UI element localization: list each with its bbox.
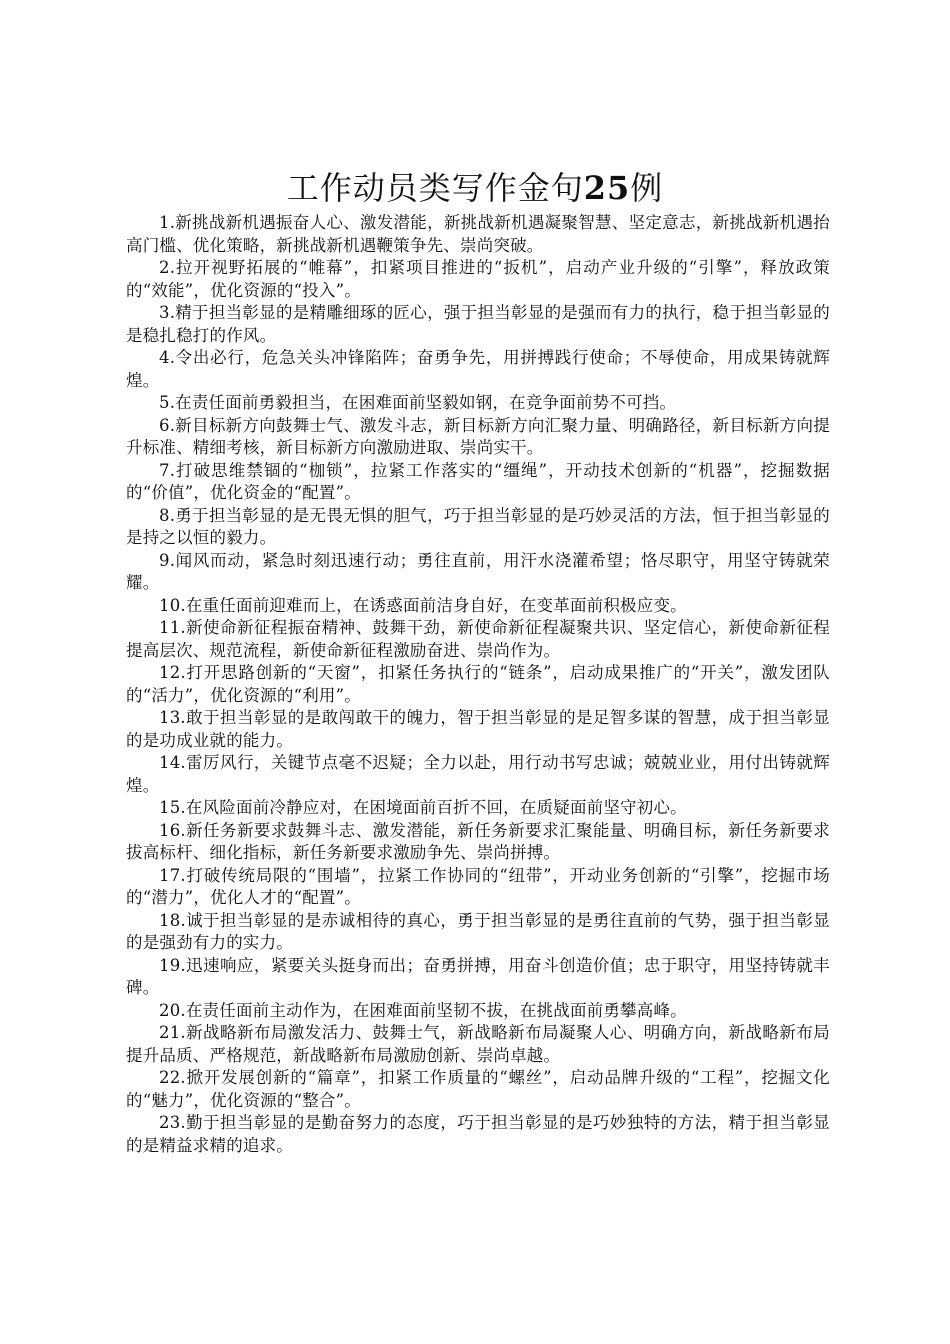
paragraph-5: 5.在责任面前勇毅担当，在困难面前坚毅如钢，在竞争面前势不可挡。 — [159, 393, 677, 412]
paragraph-23: 23.勤于担当彰显的是勤奋努力的态度，巧于担当彰显的是巧妙独特的方法，精于担当彰显的是精益求精的追求。 — [126, 1113, 830, 1155]
paragraph-15: 15.在风险面前冷静应对，在困境面前百折不回，在质疑面前坚守初心。 — [159, 798, 687, 817]
title-suffix: 例 — [630, 169, 664, 207]
title-number: 25 — [583, 169, 631, 207]
paragraph-8: 8.勇于担当彰显的是无畏无惧的胆气，巧于担当彰显的是巧妙灵活的方法，恒于担当彰显的是持之以恒的毅力。 — [126, 505, 830, 547]
paragraph-3: 3.精于担当彰显的是精雕细琢的匠心，强于担当彰显的是强而有力的执行，稳于担当彰显的是稳扎稳打的作风。 — [126, 303, 830, 345]
paragraph-22: 22.掀开发展创新的“篇章”，扣紧工作质量的“螺丝”，启动品牌升级的“工程”，挖掘文化的“魅力”，优化资源的“整合”。 — [126, 1068, 830, 1110]
paragraph-13: 13.敢于担当彰显的是敢闯敢干的魄力，智于担当彰显的是足智多谋的智慧，成于担当彰显的是功成业就的能力。 — [126, 708, 830, 750]
paragraph-9: 9.闻风而动，紧急时刻迅速行动；勇往直前，用汗水浇灌希望；恪尽职守，用坚守铸就荣耀。 — [126, 550, 830, 592]
paragraph-4: 4.令出必行，危急关头冲锋陷阵；奋勇争先，用拼搏践行使命；不辱使命，用成果铸就辉煌。 — [126, 348, 830, 390]
paragraph-6: 6.新目标新方向鼓舞士气、激发斗志，新目标新方向汇聚力量、明确路径，新目标新方向提升标准、精细考核，新目标新方向激励进取、崇尚实干。 — [126, 415, 830, 457]
title-prefix: 工作动员类写作金句 — [286, 169, 584, 207]
paragraph-12: 12.打开思路创新的“天窗”，扣紧任务执行的“链条”，启动成果推广的“开关”，激发团队的“活力”，优化资源的“利用”。 — [126, 663, 830, 705]
paragraph-11: 11.新使命新征程振奋精神、鼓舞干劲，新使命新征程凝聚共识、坚定信心，新使命新征程提高层次、规范流程，新使命新征程激励奋进、崇尚作为。 — [126, 618, 830, 660]
paragraph-1: 1.新挑战新机遇振奋人心、激发潜能，新挑战新机遇凝聚智慧、坚定意志，新挑战新机遇抬高门槛、优化策略，新挑战新机遇鞭策争先、崇尚突破。 — [126, 213, 830, 255]
paragraph-14: 14.雷厉风行，关键节点毫不迟疑；全力以赴，用行动书写忠诚；兢兢业业，用付出铸就辉煌。 — [126, 753, 830, 795]
paragraph-20: 20.在责任面前主动作为，在困难面前坚韧不拔，在挑战面前勇攀高峰。 — [159, 1000, 687, 1020]
paragraph-18: 18.诚于担当彰显的是赤诚相待的真心，勇于担当彰显的是勇往直前的气势，强于担当彰显的是强劲有力的实力。 — [126, 910, 830, 952]
paragraph-17: 17.打破传统局限的“围墙”，拉紧工作协同的“纽带”，开动业务创新的“引擎”，挖掘市场的“潜力”，优化人才的“配置”。 — [126, 865, 830, 907]
paragraph-10: 10.在重任面前迎难而上，在诱惑面前洁身自好，在变革面前积极应变。 — [159, 595, 687, 615]
paragraph-19: 19.迅速响应，紧要关头挺身而出；奋勇拼搏，用奋斗创造价值；忠于职守，用坚持铸就丰碑。 — [126, 955, 830, 997]
paragraph-2: 2.拉开视野拓展的“帷幕”，扣紧项目推进的“扳机”，启动产业升级的“引擎”，释放政策的“效能”，优化资源的“投入”。 — [126, 258, 830, 300]
paragraph-7: 7.打破思维禁锢的“枷锁”，拉紧工作落实的“缰绳”，开动技术创新的“机器”，挖掘数据的“价值”，优化资金的“配置”。 — [126, 460, 830, 502]
paragraph-16: 16.新任务新要求鼓舞斗志、激发潜能，新任务新要求汇聚能量、明确目标，新任务新要求拔高标杆、细化指标，新任务新要求激励争先、崇尚拼搏。 — [126, 820, 830, 862]
document-title — [0, 166, 950, 210]
document-body — [126, 212, 830, 1157]
paragraph-21: 21.新战略新布局激发活力、鼓舞士气，新战略新布局凝聚人心、明确方向，新战略新布局提升品质、严格规范，新战略新布局激励创新、崇尚卓越。 — [126, 1023, 830, 1065]
